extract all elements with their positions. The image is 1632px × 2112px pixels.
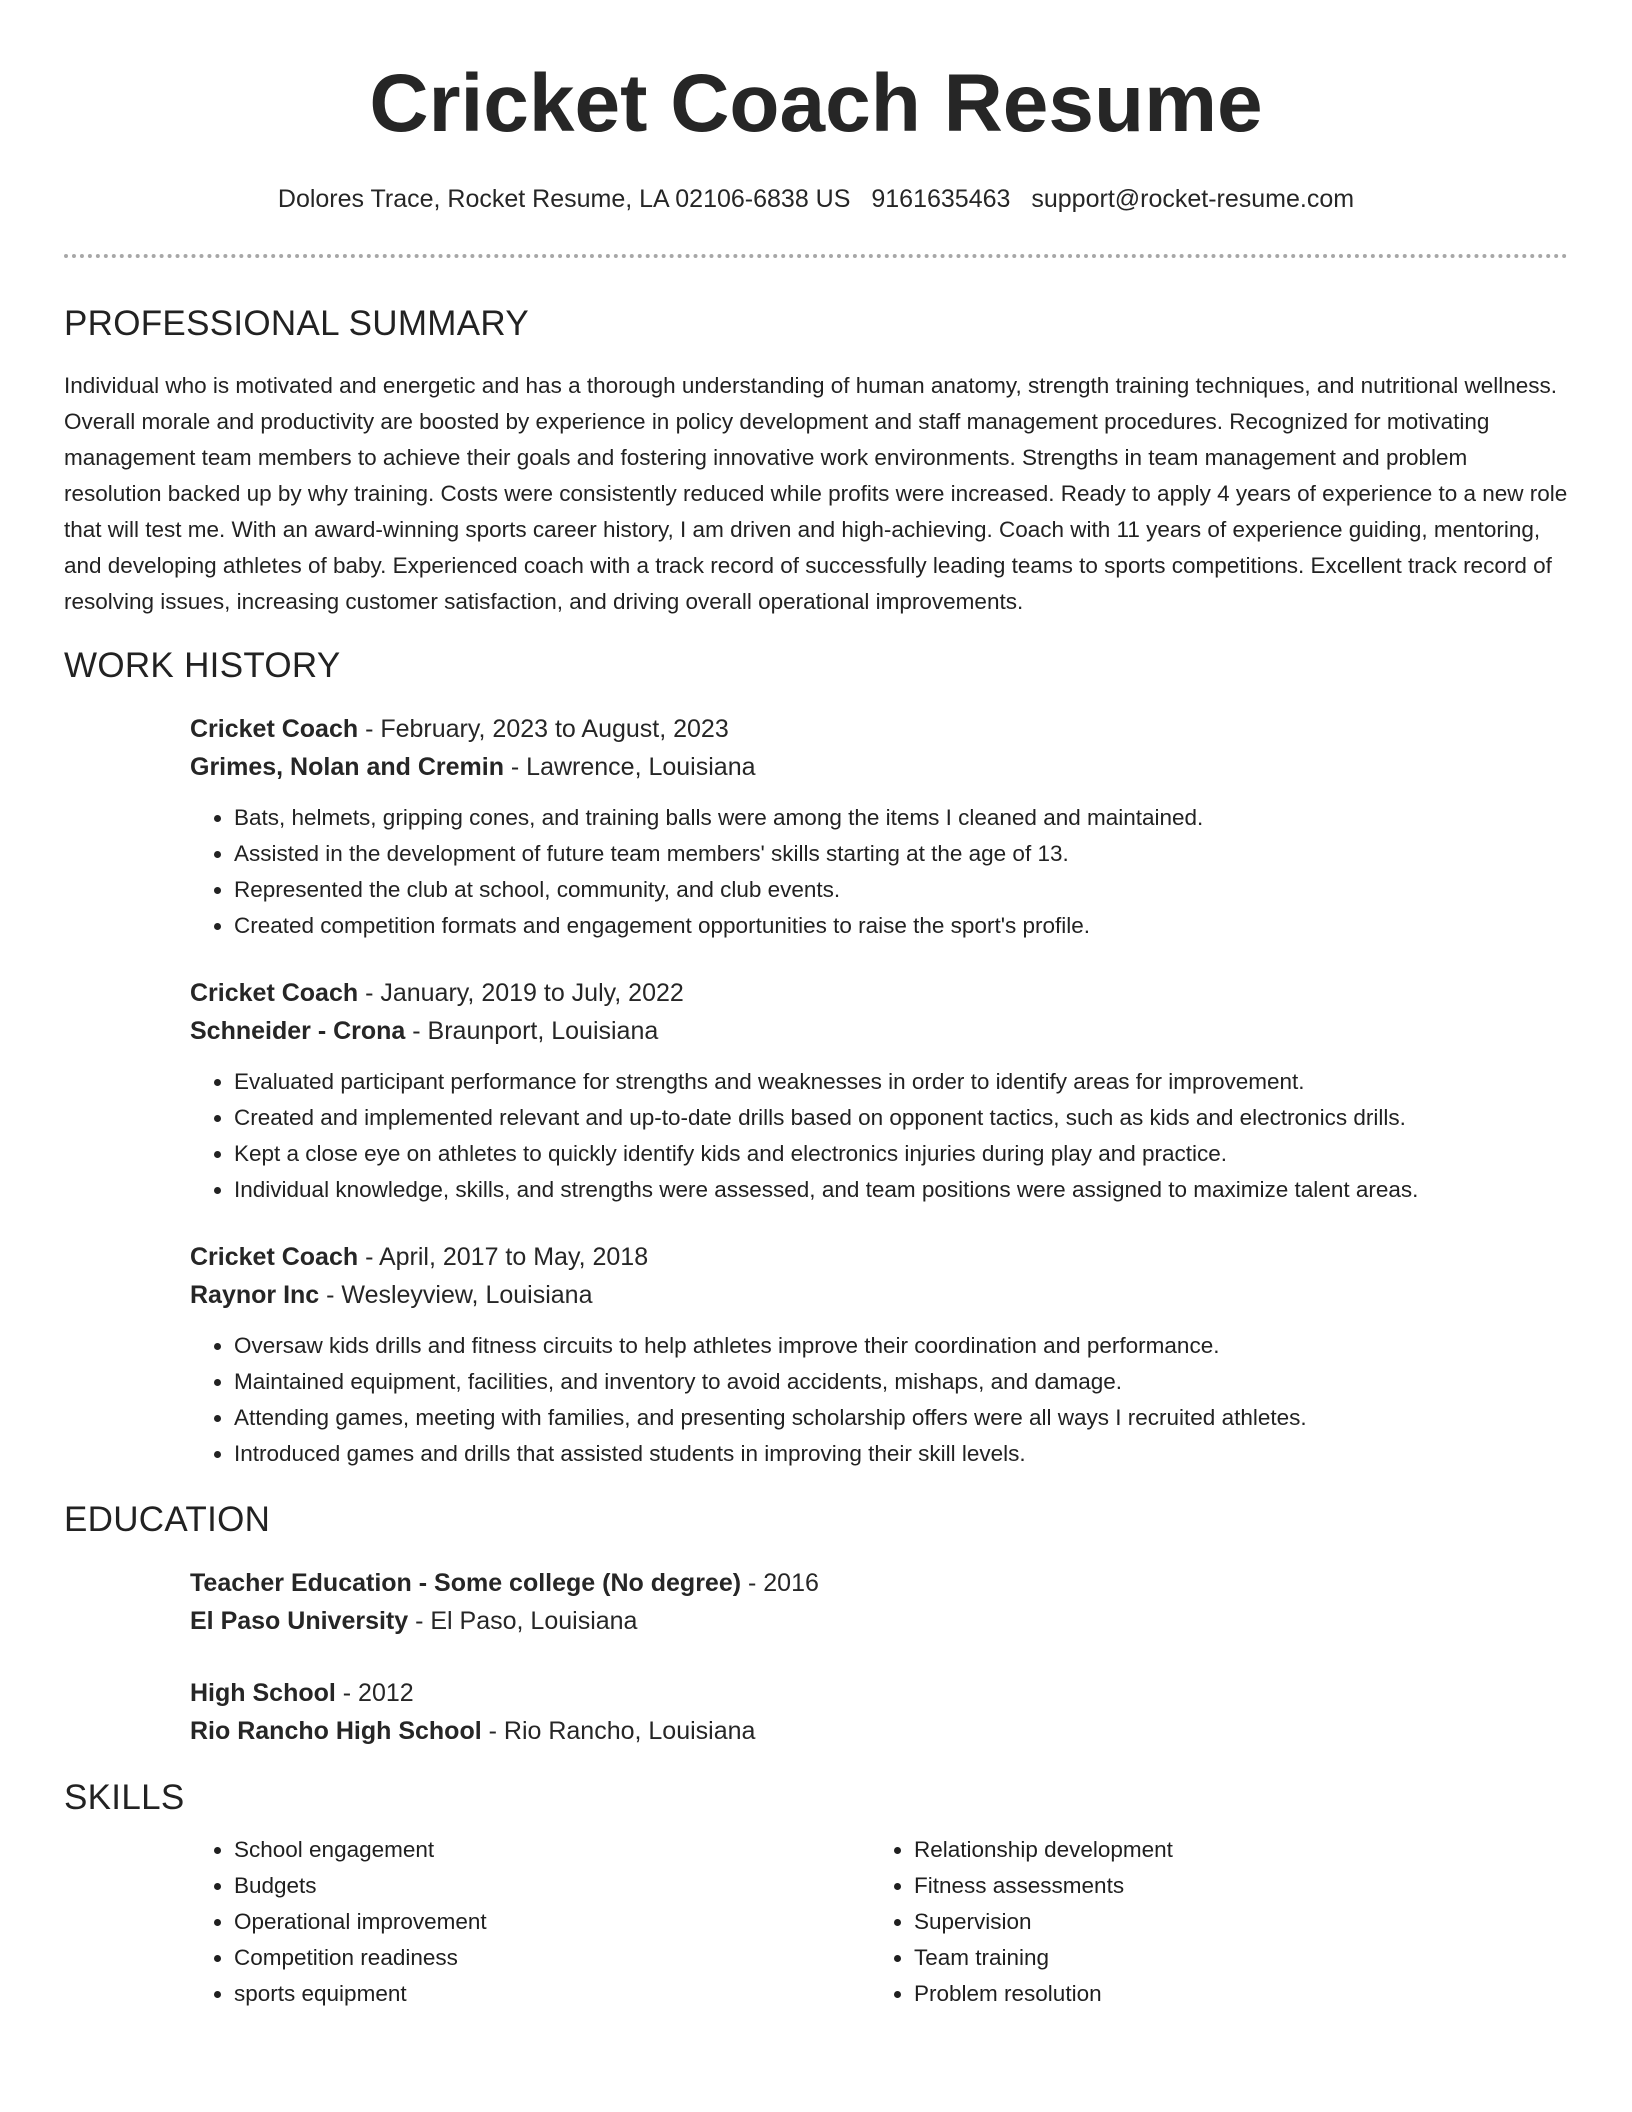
list-item: • Assisted in the development of future team members' skills starting at the age of 13. bbox=[234, 836, 1568, 872]
education-degree: Teacher Education - Some college (No degree) bbox=[190, 1569, 742, 1597]
education-location: - El Paso, Louisiana bbox=[408, 1607, 638, 1635]
list-item: • Bats, helmets, gripping cones, and training balls were among the items I cleaned and maintained. bbox=[234, 800, 1568, 836]
section-heading-skills: SKILLS bbox=[64, 1778, 185, 1817]
summary-text: Individual who is motivated and energetic and has a thorough understanding of human anatomy, strength training techniques, and nutritional wellness. Overall morale and productivity are boosted by experience in policy development and staff management procedures. Recognized for motivating management team members to achieve their goals and fostering innovative work environments. Strengths in team management and problem resolution backed up by why training. Costs were consistently reduced while profits were increased. Ready to apply 4 years of experience to a new role that will test me. With an award-winning sports career history, I am driven and high-achieving. Coach with 11 years of experience guiding, mentoring, and developing athletes of baby. Experienced coach with a track record of successfully leading teams to sports competitions. Excellent track record of resolving issues, increasing customer satisfaction, and driving overall operational improvements. bbox=[64, 373, 1568, 614]
skills-section bbox=[64, 1776, 1568, 2012]
list-item: • Created competition formats and engagement opportunities to raise the sport's profile. bbox=[234, 908, 1568, 944]
list-item: • Operational improvement bbox=[234, 1904, 870, 1940]
list-item: • Team training bbox=[914, 1940, 1550, 1976]
list-item: • Problem resolution bbox=[914, 1976, 1550, 2012]
list-item: • Evaluated participant performance for strengths and weaknesses in order to identify areas for improvement. bbox=[234, 1064, 1568, 1100]
list-item: • Budgets bbox=[234, 1868, 870, 1904]
skills-list-left bbox=[190, 1832, 870, 2012]
job-title-line bbox=[190, 974, 1568, 1012]
job-dates: - February, 2023 to August, 2023 bbox=[358, 715, 729, 743]
job-entry bbox=[190, 974, 1568, 1208]
list-item: • Created and implemented relevant and up-to-date drills based on opponent tactics, such as kids and electronics drills. bbox=[234, 1100, 1568, 1136]
education-degree: High School bbox=[190, 1679, 336, 1707]
list-item: • Oversaw kids drills and fitness circuits to help athletes improve their coordination and performance. bbox=[234, 1328, 1568, 1364]
page-title: Cricket Coach Resume bbox=[369, 58, 1263, 149]
skills-grid bbox=[190, 1832, 1568, 2012]
education-school: Rio Rancho High School bbox=[190, 1717, 482, 1745]
contact-email: support@rocket-resume.com bbox=[1031, 185, 1355, 213]
job-title: Cricket Coach bbox=[190, 1243, 359, 1271]
education-year: - 2012 bbox=[335, 1679, 414, 1707]
list-item: • Supervision bbox=[914, 1904, 1550, 1940]
list-item: • Relationship development bbox=[914, 1832, 1550, 1868]
section-heading-summary: PROFESSIONAL SUMMARY bbox=[64, 304, 529, 343]
list-item: • Kept a close eye on athletes to quickly identify kids and electronics injuries during play and practice. bbox=[234, 1136, 1568, 1172]
summary-section bbox=[64, 302, 1568, 620]
education-entry bbox=[190, 1674, 1568, 1750]
job-company-line bbox=[190, 1012, 1568, 1050]
section-heading-work: WORK HISTORY bbox=[64, 646, 341, 685]
list-item: • School engagement bbox=[234, 1832, 870, 1868]
job-bullets bbox=[190, 1064, 1568, 1208]
contact-line bbox=[64, 184, 1568, 214]
job-company-line bbox=[190, 748, 1568, 786]
list-item: • Competition readiness bbox=[234, 1940, 870, 1976]
list-item: • Attending games, meeting with families, and presenting scholarship offers were all ways I recruited athletes. bbox=[234, 1400, 1568, 1436]
job-dates: - January, 2019 to July, 2022 bbox=[358, 979, 684, 1007]
job-title-line bbox=[190, 710, 1568, 748]
job-company-line bbox=[190, 1276, 1568, 1314]
education-school-line bbox=[190, 1712, 1568, 1750]
education-location: - Rio Rancho, Louisiana bbox=[481, 1717, 756, 1745]
job-bullets bbox=[190, 1328, 1568, 1472]
contact-phone: 9161635463 bbox=[871, 185, 1011, 213]
resume-page bbox=[64, 0, 1568, 2012]
job-company: Schneider - Crona bbox=[190, 1017, 406, 1045]
list-item: • Individual knowledge, skills, and strengths were assessed, and team positions were assigned to maximize talent areas. bbox=[234, 1172, 1568, 1208]
section-heading-education: EDUCATION bbox=[64, 1500, 271, 1539]
education-school-line bbox=[190, 1602, 1568, 1640]
list-item: • sports equipment bbox=[234, 1976, 870, 2012]
job-dates: - April, 2017 to May, 2018 bbox=[358, 1243, 649, 1271]
list-item: • Represented the club at school, community, and club events. bbox=[234, 872, 1568, 908]
job-location: - Braunport, Louisiana bbox=[405, 1017, 659, 1045]
education-degree-line bbox=[190, 1564, 1568, 1602]
list-item: • Introduced games and drills that assisted students in improving their skill levels. bbox=[234, 1436, 1568, 1472]
job-bullets bbox=[190, 800, 1568, 944]
job-location: - Lawrence, Louisiana bbox=[503, 753, 756, 781]
job-company: Raynor Inc bbox=[190, 1281, 320, 1309]
skills-list-right bbox=[870, 1832, 1550, 2012]
skills-column-left bbox=[190, 1832, 870, 2012]
education-school: El Paso University bbox=[190, 1607, 409, 1635]
job-title: Cricket Coach bbox=[190, 979, 359, 1007]
education-entry bbox=[190, 1564, 1568, 1640]
job-entry bbox=[190, 1238, 1568, 1472]
education-section bbox=[64, 1498, 1568, 1750]
education-degree-line bbox=[190, 1674, 1568, 1712]
job-location: - Wesleyview, Louisiana bbox=[319, 1281, 593, 1309]
contact-address: Dolores Trace, Rocket Resume, LA 02106-6838 US bbox=[277, 185, 851, 213]
job-entry bbox=[190, 710, 1568, 944]
job-title-line bbox=[190, 1238, 1568, 1276]
job-company: Grimes, Nolan and Cremin bbox=[190, 753, 504, 781]
list-item: • Maintained equipment, facilities, and inventory to avoid accidents, mishaps, and damage. bbox=[234, 1364, 1568, 1400]
list-item: • Fitness assessments bbox=[914, 1868, 1550, 1904]
skills-column-right bbox=[870, 1832, 1550, 2012]
header-divider bbox=[64, 254, 1568, 258]
work-section bbox=[64, 644, 1568, 1472]
job-title: Cricket Coach bbox=[190, 715, 359, 743]
education-year: - 2016 bbox=[741, 1569, 819, 1597]
